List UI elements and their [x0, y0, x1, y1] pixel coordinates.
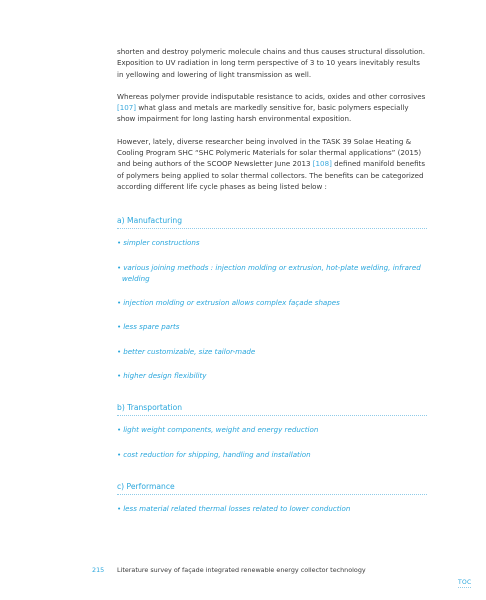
list-item-text: cost reduction for shipping, handling and installation — [123, 449, 311, 459]
section-manufacturing-title: a) Manufacturing — [117, 216, 427, 229]
section-performance-title: c) Performance — [117, 482, 427, 495]
list-item-text: injection molding or extrusion allows complex façade shapes — [123, 298, 340, 308]
page-content — [117, 46, 427, 514]
bullet-symbol: • — [117, 425, 122, 435]
section-manufacturing — [117, 216, 427, 381]
list-item — [117, 346, 427, 357]
list-item — [117, 262, 427, 285]
footer-title: Literature survey of façade integrated renewable energy collector technology — [117, 566, 366, 574]
reference-link-107[interactable]: [107] — [117, 103, 137, 113]
paragraph-2 — [117, 91, 427, 125]
list-item-text: less material related thermal losses related to lower conduction — [123, 503, 351, 513]
bullet-symbol: • — [117, 371, 122, 381]
paragraph-2-text-b: what glass and metals are markedly sensitive for, basic polymers especially show impairment for long lasting harsh environmental exposition. — [117, 103, 409, 124]
paragraph-3-text-a: However, lately, diverse researcher being involved in the TASK 39 Solae Heating & Cooling Program SHC “SHC Polymeric Materials for solar thermal applications” (2015) and being authors of the SCOOP Newsletter June 2013 — [117, 136, 422, 169]
list-item-text: light weight components, weight and energy reduction — [123, 425, 319, 435]
section-transportation-title: b) Transportation — [117, 403, 427, 416]
list-item-text: less spare parts — [123, 322, 180, 332]
toc-link[interactable]: TOC — [458, 579, 472, 586]
page-number: 215 — [92, 566, 105, 574]
list-item-text: simpler constructions — [123, 238, 200, 248]
reference-link-108[interactable]: [108] — [312, 159, 332, 169]
paragraph-3 — [117, 136, 427, 192]
bullet-symbol: • — [117, 262, 122, 272]
list-item — [117, 503, 427, 514]
section-transportation — [117, 403, 427, 460]
list-item — [117, 297, 427, 308]
section-performance — [117, 482, 427, 514]
list-item — [117, 424, 427, 435]
bullet-symbol: • — [117, 238, 122, 248]
list-item-text: higher design flexibility — [123, 371, 207, 381]
list-item — [117, 449, 427, 460]
list-item — [117, 370, 427, 381]
paragraph-2-text-a: Whereas polymer provide indisputable resistance to acids, oxides and other corrosives — [117, 91, 426, 101]
bullet-symbol: • — [117, 346, 122, 356]
list-item-text: various joining methods : injection molding or extrusion, hot-plate welding, infrared — [123, 262, 421, 272]
bullet-symbol: • — [117, 298, 122, 308]
list-item-text-continuation: welding — [122, 273, 150, 283]
list-item — [117, 321, 427, 332]
list-item-text: better customizable, size tailor-made — [123, 346, 256, 356]
bullet-symbol: • — [117, 503, 122, 513]
paragraph-1 — [117, 46, 427, 80]
paragraph-3-text-b: defined manifold benefits of polymers being applied to solar thermal collectors. The benefits can be categorized according different life cycle phases as being listed below : — [117, 159, 426, 191]
paragraph-1-text: shorten and destroy polymeric molecule chains and thus causes structural dissolution. Exposition to UV radiation in long term perspective of 3 to 10 years inevitably results in yellowing and lowering of light transmission as well. — [117, 47, 426, 79]
bullet-symbol: • — [117, 449, 122, 459]
bullet-symbol: • — [117, 322, 122, 332]
list-item — [117, 237, 427, 248]
